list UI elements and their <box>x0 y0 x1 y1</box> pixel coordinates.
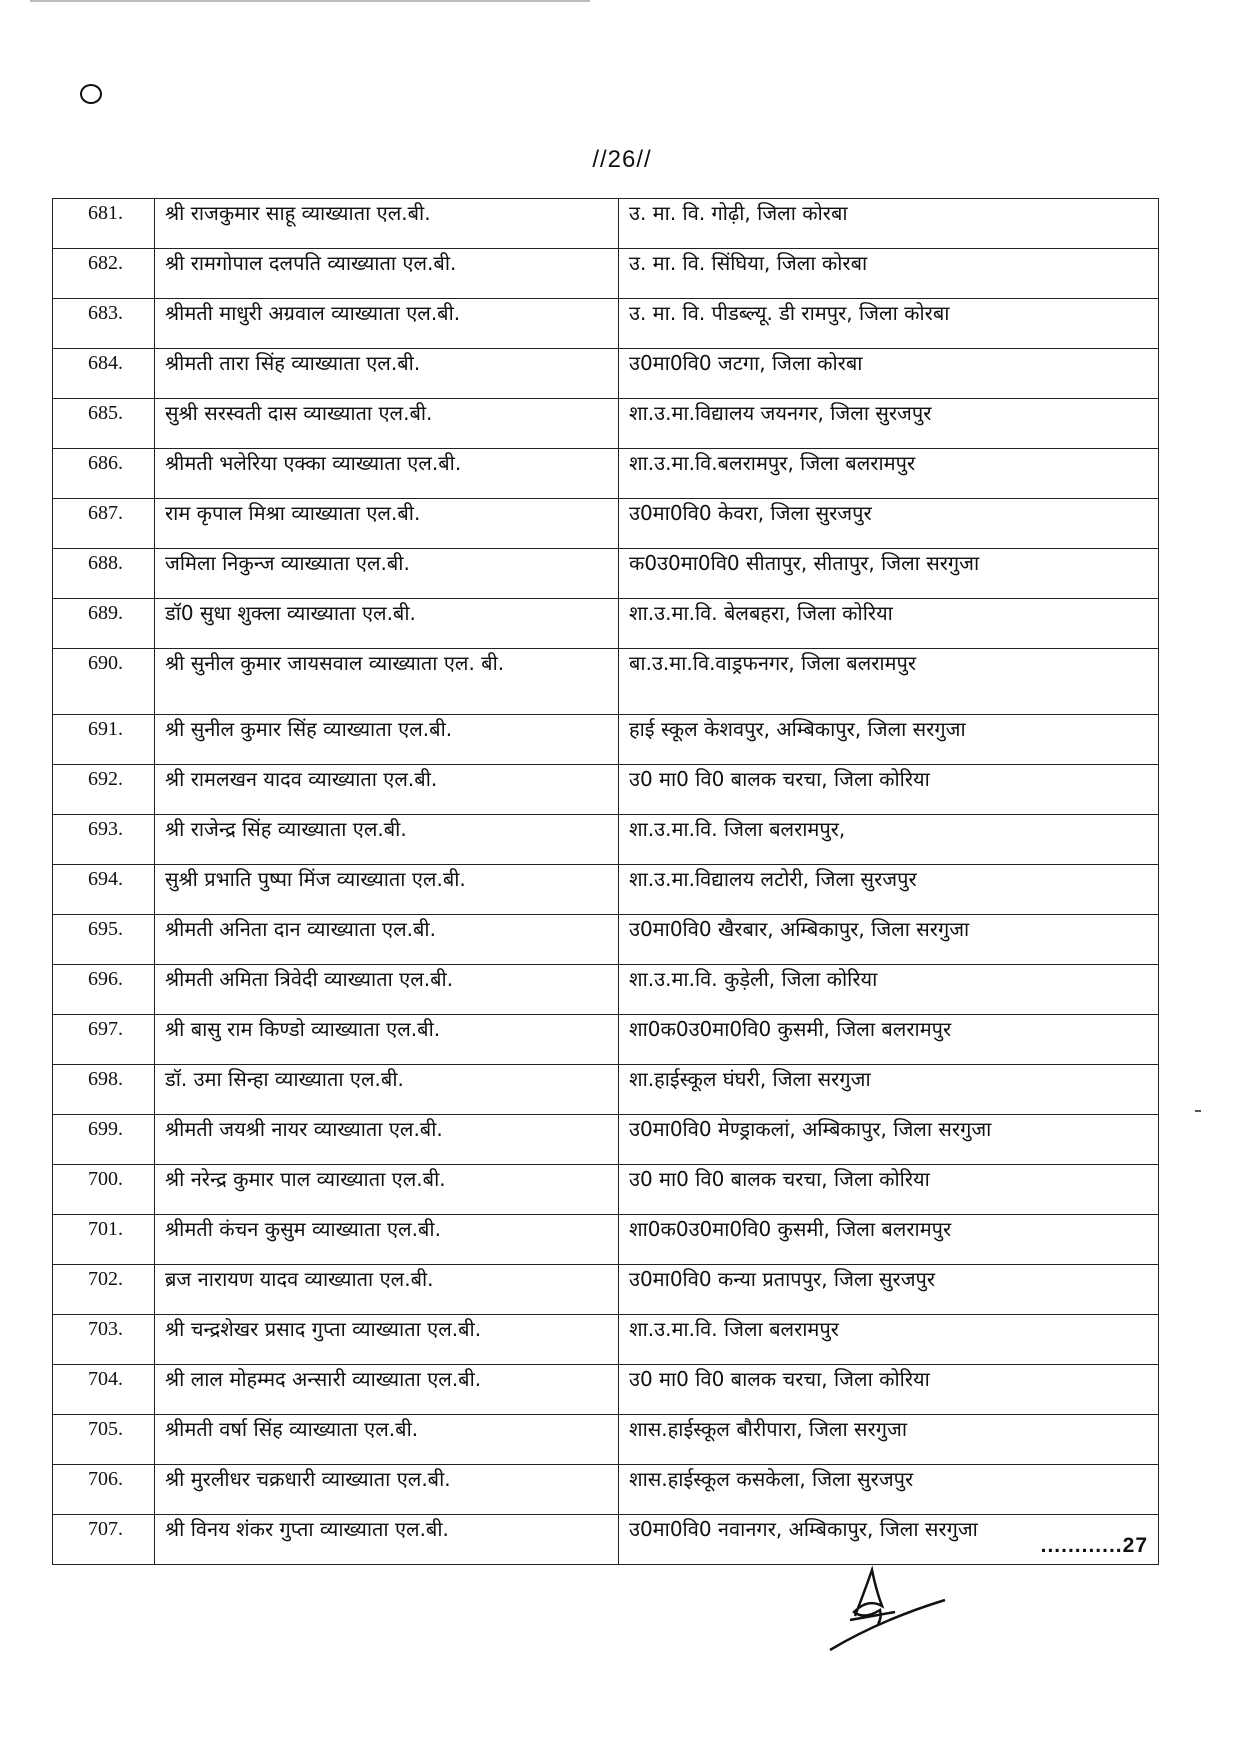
scan-top-edge <box>30 0 590 2</box>
employee-name: श्री लाल मोहम्मद अन्सारी व्याख्याता एल.बी. <box>155 1365 619 1415</box>
serial-number: 697. <box>53 1015 155 1065</box>
serial-number: 707. <box>53 1515 155 1565</box>
employee-name: श्री नरेन्द्र कुमार पाल व्याख्याता एल.बी. <box>155 1165 619 1215</box>
posting-place: शा.हाईस्कूल घंघरी, जिला सरगुजा <box>619 1065 1159 1115</box>
employee-name: श्री विनय शंकर गुप्ता व्याख्याता एल.बी. <box>155 1515 619 1565</box>
posting-place: शा0क0उ0मा0वि0 कुसमी, जिला बलरामपुर <box>619 1015 1159 1065</box>
handwritten-circle-mark <box>80 84 102 104</box>
stray-mark <box>1195 1110 1201 1112</box>
employee-name: श्री बासु राम किण्डो व्याख्याता एल.बी. <box>155 1015 619 1065</box>
posting-place: उ. मा. वि. सिंघिया, जिला कोरबा <box>619 249 1159 299</box>
serial-number: 690. <box>53 649 155 715</box>
table-row <box>53 1365 1159 1415</box>
employee-name: सुश्री प्रभाति पुष्पा मिंज व्याख्याता एल.बी. <box>155 865 619 915</box>
table-row <box>53 765 1159 815</box>
table-row <box>53 549 1159 599</box>
employee-name: श्री मुरलीधर चक्रधारी व्याख्याता एल.बी. <box>155 1465 619 1515</box>
table-row <box>53 1515 1159 1565</box>
posting-place: शा.उ.मा.वि. कुड़ेली, जिला कोरिया <box>619 965 1159 1015</box>
employee-name: श्री राजकुमार साहू व्याख्याता एल.बी. <box>155 199 619 249</box>
serial-number: 699. <box>53 1115 155 1165</box>
posting-place: शा.उ.मा.विद्यालय लटोरी, जिला सुरजपुर <box>619 865 1159 915</box>
table-row <box>53 715 1159 765</box>
serial-number: 704. <box>53 1365 155 1415</box>
posting-place: उ0मा0वि0 मेण्ड्राकलां, अम्बिकापुर, जिला सरगुजा <box>619 1115 1159 1165</box>
employee-name: श्रीमती जयश्री नायर व्याख्याता एल.बी. <box>155 1115 619 1165</box>
serial-number: 705. <box>53 1415 155 1465</box>
posting-table-body <box>53 199 1159 1565</box>
serial-number: 703. <box>53 1315 155 1365</box>
serial-number: 702. <box>53 1265 155 1315</box>
employee-name: डॉ0 सुधा शुक्ला व्याख्याता एल.बी. <box>155 599 619 649</box>
table-row <box>53 1415 1159 1465</box>
serial-number: 696. <box>53 965 155 1015</box>
posting-place: शा0क0उ0मा0वि0 कुसमी, जिला बलरामपुर <box>619 1215 1159 1265</box>
table-row <box>53 349 1159 399</box>
posting-place: उ0 मा0 वि0 बालक चरचा, जिला कोरिया <box>619 765 1159 815</box>
serial-number: 681. <box>53 199 155 249</box>
serial-number: 685. <box>53 399 155 449</box>
table-row <box>53 499 1159 549</box>
posting-place: शास.हाईस्कूल कसकेला, जिला सुरजपुर <box>619 1465 1159 1515</box>
employee-name: श्रीमती वर्षा सिंह व्याख्याता एल.बी. <box>155 1415 619 1465</box>
continuation-marker: ............27 <box>1040 1534 1148 1557</box>
posting-place: शा.उ.मा.विद्यालय जयनगर, जिला सुरजपुर <box>619 399 1159 449</box>
employee-name: श्रीमती अनिता दान व्याख्याता एल.बी. <box>155 915 619 965</box>
serial-number: 693. <box>53 815 155 865</box>
table-row <box>53 1215 1159 1265</box>
employee-name: जमिला निकुन्ज व्याख्याता एल.बी. <box>155 549 619 599</box>
table-row <box>53 1065 1159 1115</box>
posting-place: शा.उ.मा.वि. जिला बलरामपुर, <box>619 815 1159 865</box>
page-number: //26// <box>592 146 652 173</box>
employee-name: श्रीमती भलेरिया एक्का व्याख्याता एल.बी. <box>155 449 619 499</box>
table-row <box>53 1465 1159 1515</box>
table-row <box>53 449 1159 499</box>
table-row <box>53 865 1159 915</box>
signature <box>820 1550 960 1660</box>
table-row <box>53 1015 1159 1065</box>
posting-place: बा.उ.मा.वि.वाड्रफनगर, जिला बलरामपुर <box>619 649 1159 715</box>
employee-name: श्रीमती अमिता त्रिवेदी व्याख्याता एल.बी. <box>155 965 619 1015</box>
posting-place: शास.हाईस्कूल बौरीपारा, जिला सरगुजा <box>619 1415 1159 1465</box>
serial-number: 701. <box>53 1215 155 1265</box>
employee-name: श्री रामगोपाल दलपति व्याख्याता एल.बी. <box>155 249 619 299</box>
serial-number: 700. <box>53 1165 155 1215</box>
serial-number: 687. <box>53 499 155 549</box>
serial-number: 688. <box>53 549 155 599</box>
employee-name: डॉ. उमा सिन्हा व्याख्याता एल.बी. <box>155 1065 619 1115</box>
serial-number: 698. <box>53 1065 155 1115</box>
posting-place: उ. मा. वि. पीडब्ल्यू. डी रामपुर, जिला कोरबा <box>619 299 1159 349</box>
posting-place: उ0मा0वि0 खैरबार, अम्बिकापुर, जिला सरगुजा <box>619 915 1159 965</box>
posting-place: उ0 मा0 वि0 बालक चरचा, जिला कोरिया <box>619 1165 1159 1215</box>
posting-place: हाई स्कूल केशवपुर, अम्बिकापुर, जिला सरगुजा <box>619 715 1159 765</box>
table-row <box>53 199 1159 249</box>
serial-number: 691. <box>53 715 155 765</box>
employee-name: श्रीमती तारा सिंह व्याख्याता एल.बी. <box>155 349 619 399</box>
employee-name: सुश्री सरस्वती दास व्याख्याता एल.बी. <box>155 399 619 449</box>
table-row <box>53 649 1159 715</box>
posting-place: क0उ0मा0वि0 सीतापुर, सीतापुर, जिला सरगुजा <box>619 549 1159 599</box>
posting-place: शा.उ.मा.वि. बेलबहरा, जिला कोरिया <box>619 599 1159 649</box>
serial-number: 694. <box>53 865 155 915</box>
table-row <box>53 1115 1159 1165</box>
table-row <box>53 1315 1159 1365</box>
posting-place: उ0मा0वि0 कन्या प्रतापपुर, जिला सुरजपुर <box>619 1265 1159 1315</box>
employee-name: श्री सुनील कुमार सिंह व्याख्याता एल.बी. <box>155 715 619 765</box>
table-row <box>53 599 1159 649</box>
serial-number: 706. <box>53 1465 155 1515</box>
table-row <box>53 1265 1159 1315</box>
employee-name: श्रीमती कंचन कुसुम व्याख्याता एल.बी. <box>155 1215 619 1265</box>
posting-place: उ0मा0वि0 नवानगर, अम्बिकापुर, जिला सरगुजा <box>619 1515 1159 1565</box>
posting-place: शा.उ.मा.वि. जिला बलरामपुर <box>619 1315 1159 1365</box>
serial-number: 692. <box>53 765 155 815</box>
serial-number: 695. <box>53 915 155 965</box>
posting-place: उ. मा. वि. गोढ़ी, जिला कोरबा <box>619 199 1159 249</box>
employee-name: श्रीमती माधुरी अग्रवाल व्याख्याता एल.बी. <box>155 299 619 349</box>
employee-name: ब्रज नारायण यादव व्याख्याता एल.बी. <box>155 1265 619 1315</box>
posting-place: उ0मा0वि0 जटगा, जिला कोरबा <box>619 349 1159 399</box>
employee-name: श्री सुनील कुमार जायसवाल व्याख्याता एल. बी. <box>155 649 619 715</box>
table-row <box>53 399 1159 449</box>
table-row <box>53 299 1159 349</box>
serial-number: 683. <box>53 299 155 349</box>
table-row <box>53 815 1159 865</box>
employee-name: श्री चन्द्रशेखर प्रसाद गुप्ता व्याख्याता एल.बी. <box>155 1315 619 1365</box>
posting-place: शा.उ.मा.वि.बलरामपुर, जिला बलरामपुर <box>619 449 1159 499</box>
table-row <box>53 249 1159 299</box>
serial-number: 684. <box>53 349 155 399</box>
employee-name: श्री रामलखन यादव व्याख्याता एल.बी. <box>155 765 619 815</box>
table-row <box>53 915 1159 965</box>
serial-number: 682. <box>53 249 155 299</box>
posting-table <box>52 198 1159 1565</box>
employee-name: श्री राजेन्द्र सिंह व्याख्याता एल.बी. <box>155 815 619 865</box>
table-row <box>53 965 1159 1015</box>
employee-name: राम कृपाल मिश्रा व्याख्याता एल.बी. <box>155 499 619 549</box>
posting-place: उ0 मा0 वि0 बालक चरचा, जिला कोरिया <box>619 1365 1159 1415</box>
table-row <box>53 1165 1159 1215</box>
serial-number: 686. <box>53 449 155 499</box>
posting-place: उ0मा0वि0 केवरा, जिला सुरजपुर <box>619 499 1159 549</box>
serial-number: 689. <box>53 599 155 649</box>
